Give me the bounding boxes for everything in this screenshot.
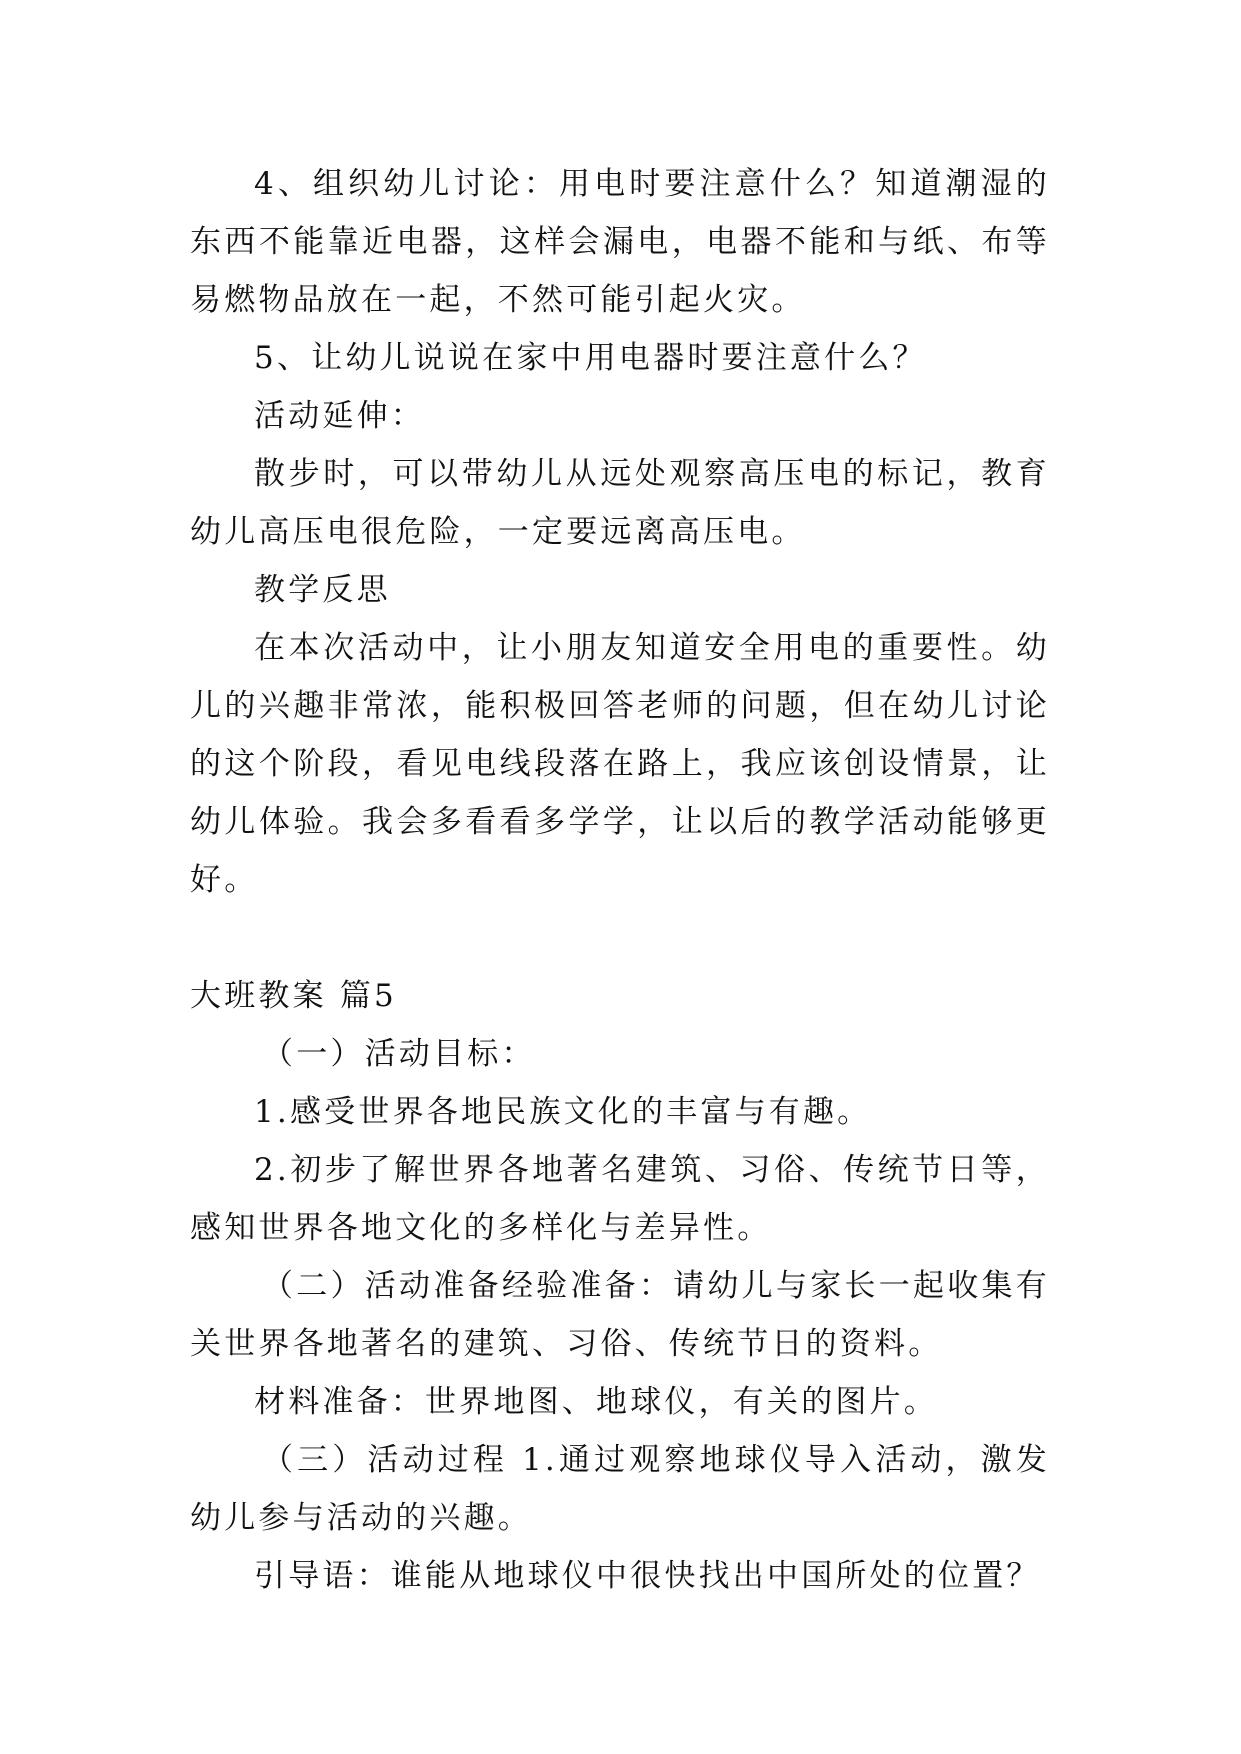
document-body xyxy=(190,155,1050,1605)
paragraph-preparation: （二）活动准备经验准备：请幼儿与家长一起收集有关世界各地著名的建筑、习俗、传统节日的资料。 xyxy=(190,1268,1050,1362)
heading-teaching-reflection: 教学反思 xyxy=(254,572,391,608)
paragraph-goal-1: 1.感受世界各地民族文化的丰富与有趣。 xyxy=(254,1094,872,1130)
paragraph-discussion: 4、组织幼儿讨论：用电时要注意什么？知道潮湿的东西不能靠近电器，这样会漏电，电器不能和与纸、布等易燃物品放在一起，不然可能引起火灾。 xyxy=(190,166,1050,318)
heading-activity-extension: 活动延伸： xyxy=(254,398,425,434)
heading-activity-goals: （一）活动目标： xyxy=(262,1036,536,1072)
paragraph-materials: 材料准备：世界地图、地球仪，有关的图片。 xyxy=(254,1384,938,1420)
section-gap xyxy=(190,909,1050,967)
paragraph-goal-2: 2.初步了解世界各地著名建筑、习俗、传统节日等，感知世界各地文化的多样化与差异性。 xyxy=(190,1152,1050,1246)
paragraph-reflection: 在本次活动中，让小朋友知道安全用电的重要性。幼儿的兴趣非常浓，能积极回答老师的问题，但在幼儿讨论的这个阶段，看见电线段落在路上，我应该创设情景，让幼儿体验。我会多看看多学学，让以后的教学活动能够更好。 xyxy=(190,630,1050,898)
paragraph-guiding-question: 引导语：谁能从地球仪中很快找出中国所处的位置？ xyxy=(254,1558,1041,1594)
paragraph-home-appliances: 5、让幼儿说说在家中用电器时要注意什么？ xyxy=(254,340,927,376)
section-title: 大班教案 篇5 xyxy=(190,978,397,1014)
paragraph-activity-process: （三）活动过程 1.通过观察地球仪导入活动，激发幼儿参与活动的兴趣。 xyxy=(190,1442,1050,1536)
paragraph-high-voltage: 散步时，可以带幼儿从远处观察高压电的标记，教育幼儿高压电很危险，一定要远离高压电。 xyxy=(190,456,1050,550)
